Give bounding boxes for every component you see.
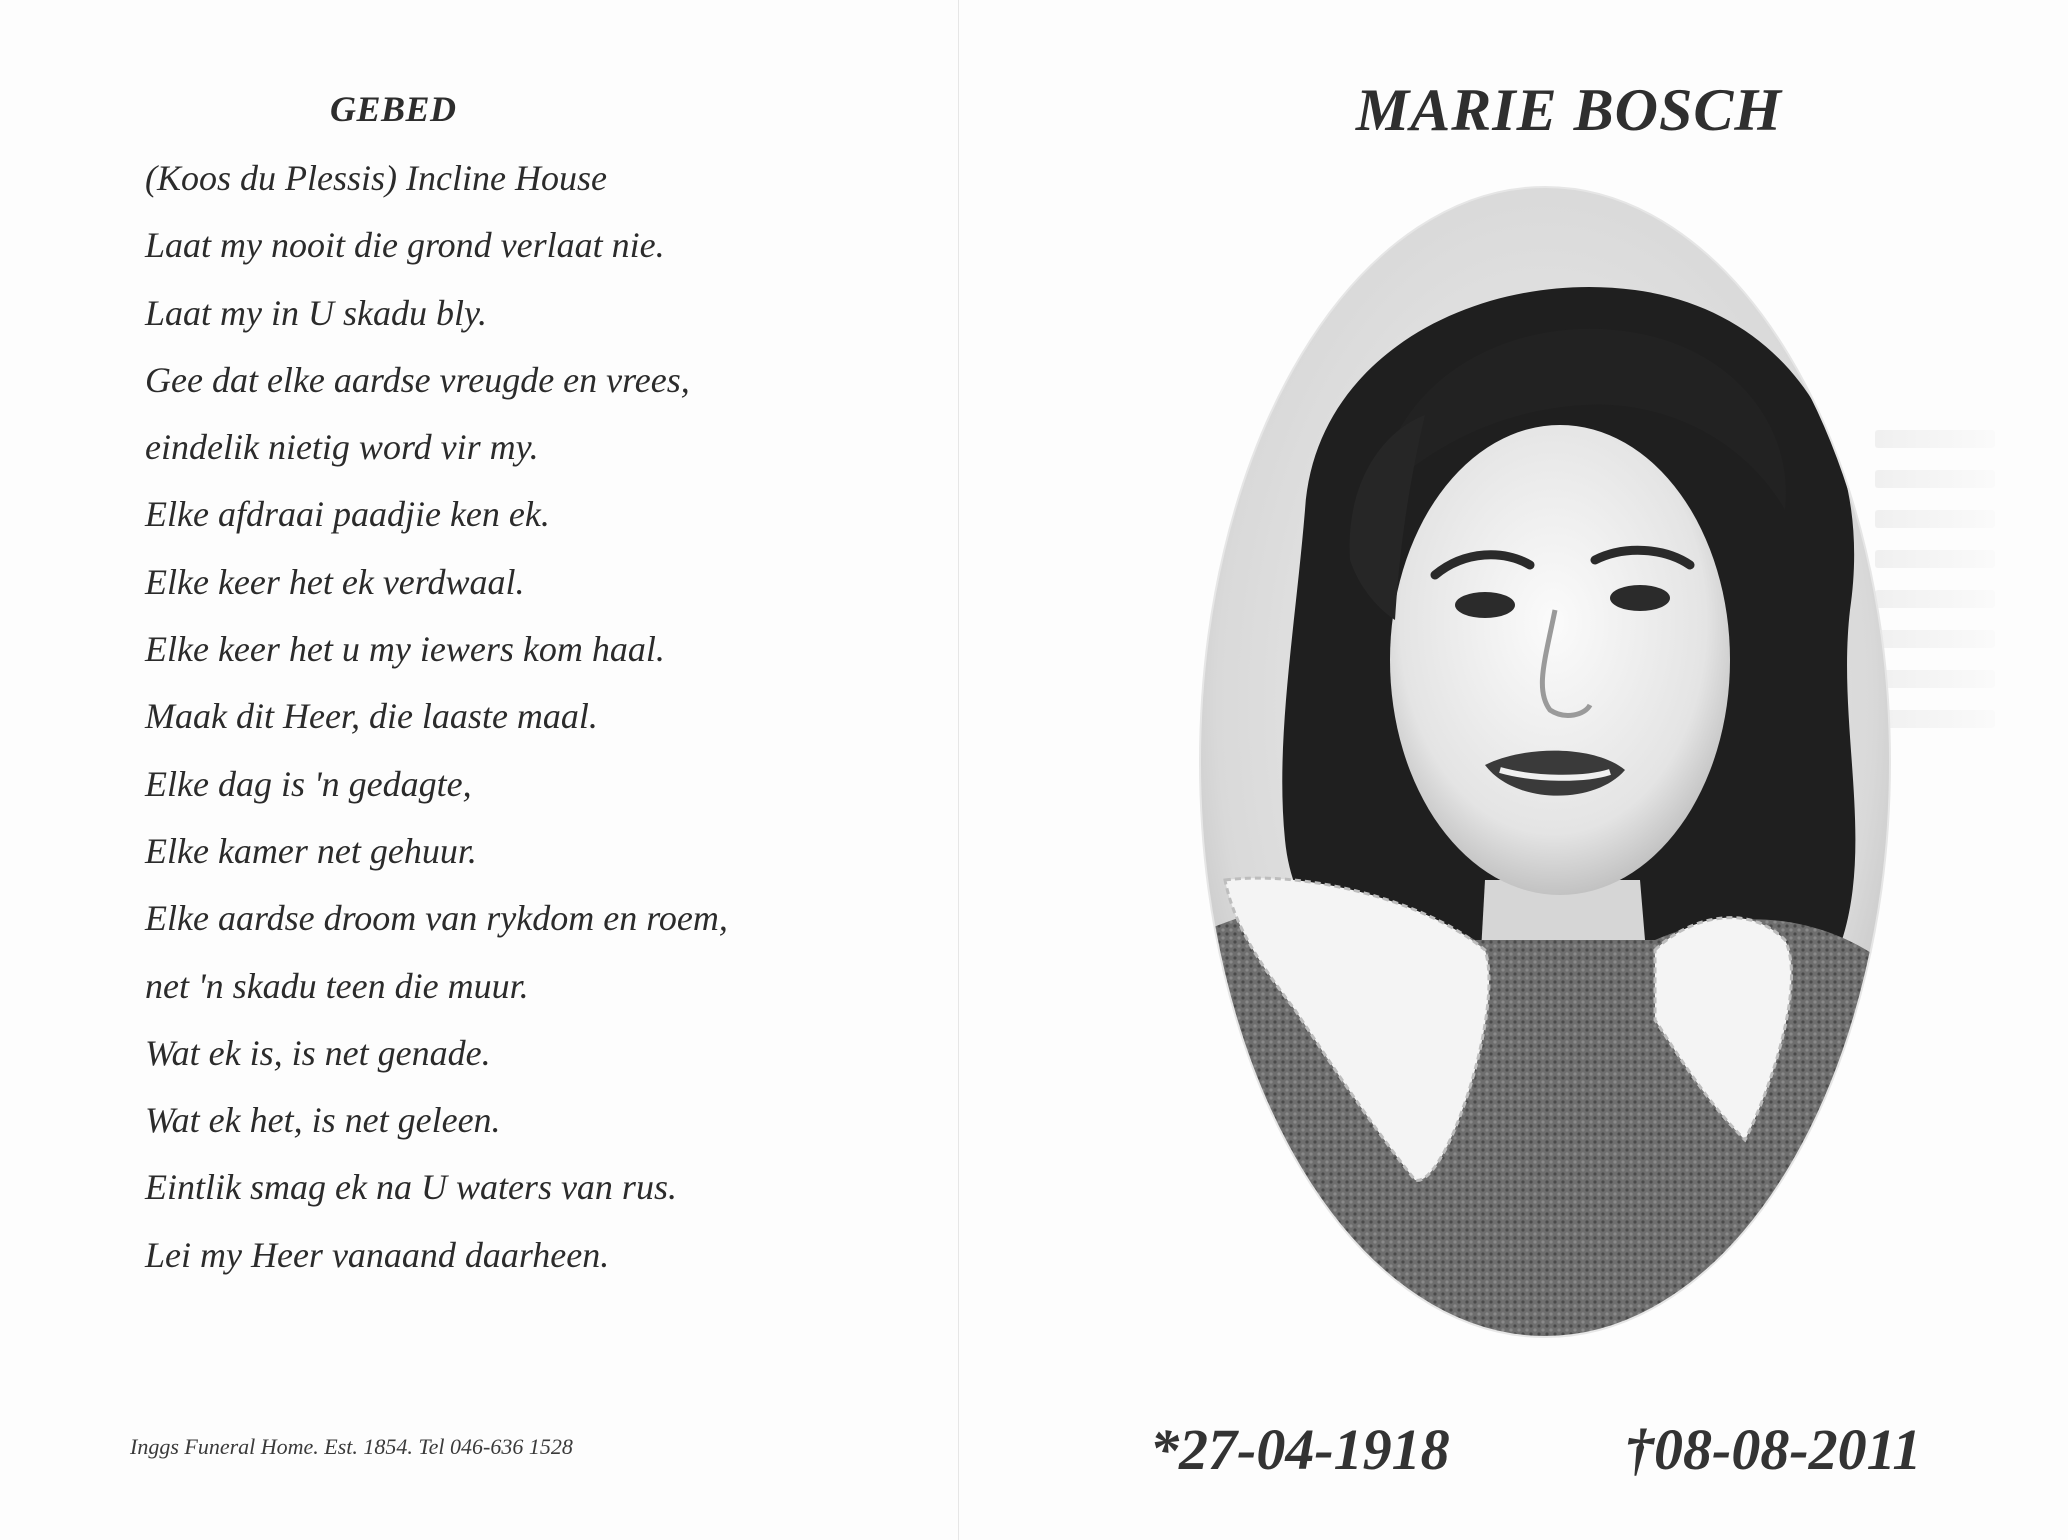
prayer-line: Laat my in U skadu bly. [145,292,487,333]
prayer-line: Maak dit Heer, die laaste maal. [145,696,598,737]
prayer-line: Wat ek is, is net genade. [145,1032,491,1073]
prayer-line: Elke aardse droom van rykdom en roem, [145,898,728,939]
prayer-line: Elke keer het ek verdwaal. [145,561,525,602]
prayer-line: Elke keer het u my iewers kom haal. [145,629,665,670]
prayer-line: Lei my Heer vanaand daarheen. [145,1234,610,1275]
prayer-line: Eintlik smag ek na U waters van rus. [145,1167,677,1208]
prayer-line: (Koos du Plessis) Incline House [145,158,607,198]
prayer-text [145,150,728,1294]
prayer-line: Gee dat elke aardse vreugde en vrees, [145,359,690,400]
portrait-photo [1185,180,1905,1345]
prayer-line: Elke kamer net gehuur. [145,830,477,871]
portrait-page [960,0,2068,1540]
life-dates [960,1416,2068,1496]
funeral-home-footer: Inggs Funeral Home. Est. 1854. Tel 046-636 1528 [130,1434,573,1459]
prayer-line: Elke dag is 'n gedagte, [145,763,472,804]
prayer-line: eindelik nietig word vir my. [145,427,539,468]
prayer-page [0,0,958,1540]
birth-date: *27-04-1918 [1150,1417,1450,1482]
prayer-line: Wat ek het, is net geleen. [145,1100,501,1141]
prayer-line: net 'n skadu teen die muur. [145,965,529,1006]
prayer-line: Elke afdraai paadjie ken ek. [145,494,550,535]
prayer-line: Laat my nooit die grond verlaat nie. [145,225,665,266]
deceased-name: MARIE BOSCH [1355,77,1783,143]
prayer-title: GEBED [330,89,457,129]
death-date: †08-08-2011 [1625,1417,1922,1482]
fold-divider [958,0,959,1540]
